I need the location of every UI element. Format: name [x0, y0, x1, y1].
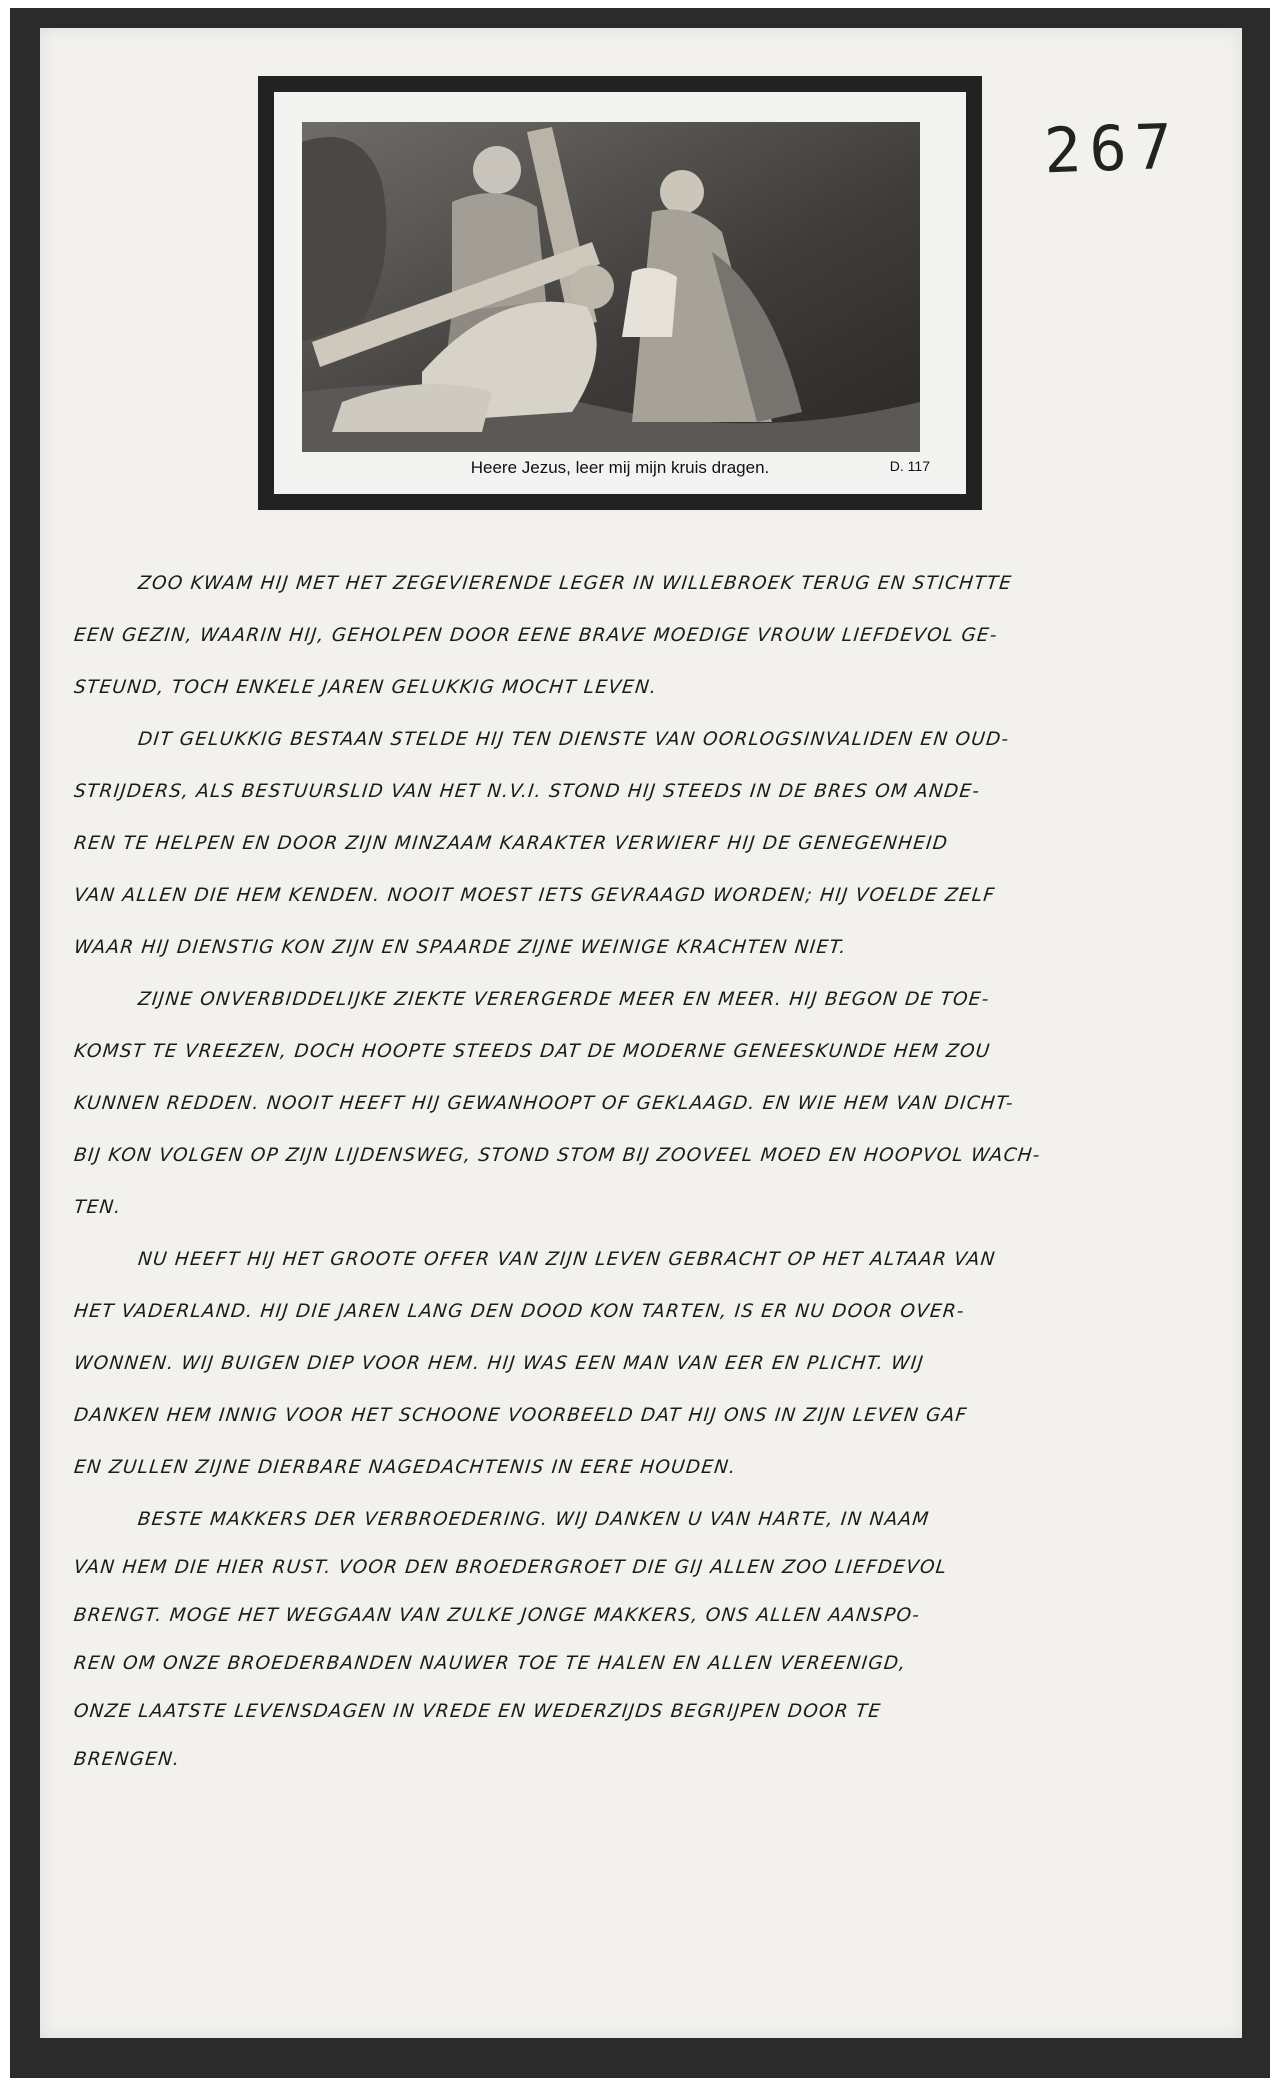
devotional-card-inner [274, 92, 966, 494]
paragraph-4 [74, 1234, 1224, 1494]
page-number: 267 [1042, 109, 1182, 188]
devotional-picture [302, 122, 920, 452]
text-line: WONNEN. WIJ BUIGEN DIEP VOOR HEM. HIJ WAS EEN MAN VAN EER EN PLICHT. WIJ [72, 1353, 926, 1374]
text-line: ZIJNE ONVERBIDDELIJKE ZIEKTE VERERGERDE MEER EN MEER. HIJ BEGON DE TOE- [136, 989, 991, 1010]
devotional-card [258, 76, 982, 510]
paragraph-5 [74, 1494, 1224, 1782]
text-line: BIJ KON VOLGEN OP ZIJN LIJDENSWEG, STOND STOM BIJ ZOOVEEL MOED EN HOOPVOL WACH- [72, 1145, 1042, 1166]
paragraph-2 [74, 714, 1224, 974]
text-line: NU HEEFT HIJ HET GROOTE OFFER VAN ZIJN LEVEN GEBRACHT OP HET ALTAAR VAN [136, 1249, 997, 1270]
text-line: DANKEN HEM INNIG VOOR HET SCHOONE VOORBEELD DAT HIJ ONS IN ZIJN LEVEN GAF [72, 1405, 969, 1426]
text-line: REN TE HELPEN EN DOOR ZIJN MINZAAM KARAKTER VERWIERF HIJ DE GENEGENHEID [72, 833, 950, 854]
text-line: WAAR HIJ DIENSTIG KON ZIJN EN SPAARDE ZIJNE WEINIGE KRACHTEN NIET. [72, 937, 848, 958]
text-line: ZOO KWAM HIJ MET HET ZEGEVIERENDE LEGER IN WILLEBROEK TERUG EN STICHTTE [136, 573, 1014, 594]
text-line: KOMST TE VREEZEN, DOCH HOOPTE STEEDS DAT DE MODERNE GENEESKUNDE HEM ZOU [72, 1041, 992, 1062]
paragraph-3 [74, 974, 1224, 1234]
paragraph-1 [74, 558, 1224, 714]
letter-sheet [40, 28, 1242, 2038]
text-line: ONZE LAATSTE LEVENSDAGEN IN VREDE EN WEDERZIJDS BEGRIJPEN DOOR TE [72, 1701, 883, 1722]
text-line: EN ZULLEN ZIJNE DIERBARE NAGEDACHTENIS IN EERE HOUDEN. [72, 1457, 738, 1478]
christ-carrying-cross-illustration [302, 122, 920, 452]
text-line: STEUND, TOCH ENKELE JAREN GELUKKIG MOCHT LEVEN. [72, 677, 659, 698]
handwritten-text [74, 558, 1224, 1782]
mourning-border [10, 8, 1270, 2078]
text-line: HET VADERLAND. HIJ DIE JAREN LANG DEN DOOD KON TARTEN, IS ER NU DOOR OVER- [72, 1301, 966, 1322]
card-code: D. 117 [889, 458, 930, 474]
text-line: STRIJDERS, ALS BESTUURSLID VAN HET N.V.I. STOND HIJ STEEDS IN DE BRES OM ANDE- [72, 781, 982, 802]
card-caption: Heere Jezus, leer mij mijn kruis dragen. [470, 458, 770, 477]
text-line: REN OM ONZE BROEDERBANDEN NAUWER TOE TE HALEN EN ALLEN VEREENIGD, [72, 1653, 908, 1674]
text-line: BRENGEN. [72, 1749, 182, 1770]
text-line: KUNNEN REDDEN. NOOIT HEEFT HIJ GEWANHOOPT OF GEKLAAGD. EN WIE HEM VAN DICHT- [72, 1093, 1015, 1114]
text-line: VAN ALLEN DIE HEM KENDEN. NOOIT MOEST IETS GEVRAAGD WORDEN; HIJ VOELDE ZELF [72, 885, 997, 906]
text-line: BESTE MAKKERS DER VERBROEDERING. WIJ DANKEN U VAN HARTE, IN NAAM [136, 1509, 931, 1530]
text-line: BRENGT. MOGE HET WEGGAAN VAN ZULKE JONGE MAKKERS, ONS ALLEN AANSPO- [72, 1605, 922, 1626]
text-line: VAN HEM DIE HIER RUST. VOOR DEN BROEDERGROET DIE GIJ ALLEN ZOO LIEFDEVOL [72, 1557, 949, 1578]
text-line: DIT GELUKKIG BESTAAN STELDE HIJ TEN DIENSTE VAN OORLOGSINVALIDEN EN OUD- [136, 729, 1011, 750]
text-line: TEN. [72, 1197, 123, 1218]
text-line: EEN GEZIN, WAARIN HIJ, GEHOLPEN DOOR EENE BRAVE MOEDIGE VROUW LIEFDEVOL GE- [72, 625, 999, 646]
